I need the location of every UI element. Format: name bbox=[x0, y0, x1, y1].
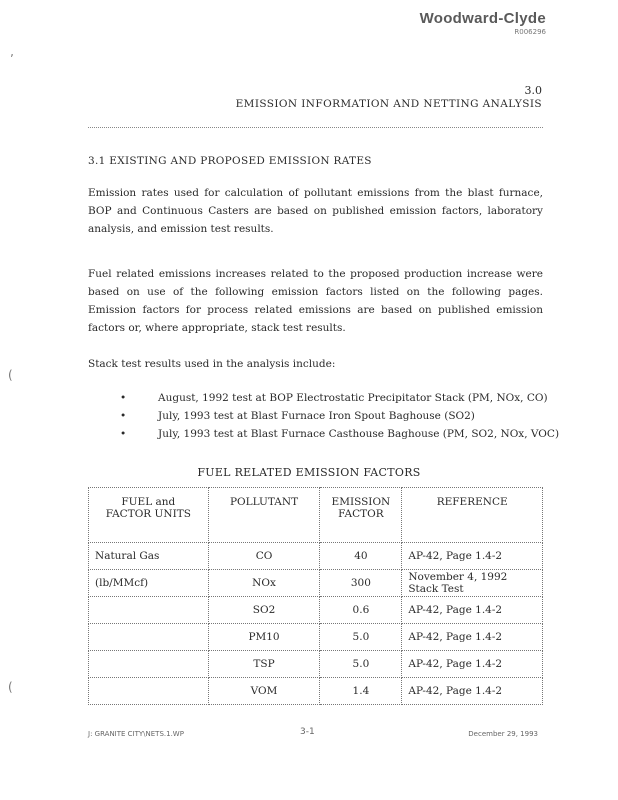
table-row bbox=[89, 624, 543, 651]
bullet-3-text: July, 1993 test at Blast Furnace Casthouse Baghouse (PM, SO2, NOx, VOC) bbox=[158, 428, 560, 440]
cell-fuel: (lb/MMcf) bbox=[89, 570, 209, 597]
table-row bbox=[89, 597, 543, 624]
subsection-heading: 3.1 EXISTING AND PROPOSED EMISSION RATES bbox=[88, 155, 372, 167]
emission-factors-table bbox=[88, 487, 543, 705]
section-number: 3.0 bbox=[524, 84, 542, 97]
company-name: Woodward-Clyde bbox=[419, 10, 546, 27]
cell-factor: 0.6 bbox=[320, 597, 402, 624]
cell-factor: 1.4 bbox=[320, 678, 402, 705]
table-header-row bbox=[89, 488, 543, 543]
cell-factor: 40 bbox=[320, 543, 402, 570]
header-fuel-line2: FACTOR UNITS bbox=[105, 508, 191, 520]
section-divider bbox=[88, 127, 543, 128]
stack-test-list bbox=[120, 389, 559, 443]
document-code: R006296 bbox=[514, 28, 546, 36]
company-header bbox=[420, 10, 546, 36]
cell-reference: AP-42, Page 1.4-2 bbox=[402, 597, 543, 624]
paragraph-emission-rates: Emission rates used for calculation of pollutant emissions from the blast furnace, BOP and Continuous Casters are based on published emission factors, laboratory analysis, and emission test results. bbox=[88, 187, 543, 235]
table-row bbox=[89, 543, 543, 570]
list-item bbox=[120, 389, 559, 407]
footer-file-path: J: GRANITE CITY\NETS.1.WP bbox=[88, 730, 184, 738]
header-fuel-line1: FUEL and bbox=[121, 496, 176, 508]
list-item bbox=[120, 407, 559, 425]
margin-mark-top: ʼ bbox=[10, 52, 14, 66]
cell-reference: AP-42, Page 1.4-2 bbox=[402, 543, 543, 570]
footer-date: December 29, 1993 bbox=[468, 730, 538, 738]
cell-fuel bbox=[89, 678, 209, 705]
cell-pollutant: TSP bbox=[208, 651, 320, 678]
cell-reference: AP-42, Page 1.4-2 bbox=[402, 624, 543, 651]
header-ef-line1: EMISSION bbox=[331, 496, 391, 508]
cell-factor: 5.0 bbox=[320, 624, 402, 651]
header-fuel bbox=[89, 488, 209, 543]
cell-pollutant: CO bbox=[208, 543, 320, 570]
cell-pollutant: PM10 bbox=[208, 624, 320, 651]
bullet-1-text: August, 1992 test at BOP Electrostatic Precipitator Stack (PM, NOx, CO) bbox=[158, 392, 548, 404]
page-number: 3-1 bbox=[300, 727, 315, 737]
cell-fuel bbox=[89, 651, 209, 678]
cell-pollutant: NOx bbox=[208, 570, 320, 597]
paragraph-stack-tests: Stack test results used in the analysis include: bbox=[88, 358, 336, 370]
cell-reference: AP-42, Page 1.4-2 bbox=[402, 678, 543, 705]
cell-fuel: Natural Gas bbox=[89, 543, 209, 570]
cell-fuel bbox=[89, 624, 209, 651]
cell-factor: 300 bbox=[320, 570, 402, 597]
table-row bbox=[89, 651, 543, 678]
header-emission-factor bbox=[320, 488, 402, 543]
cell-reference: November 4, 1992 Stack Test bbox=[402, 570, 543, 597]
paragraph-fuel-related: Fuel related emissions increases related to the proposed production increase were based on use of the following emission factors listed on the following pages. Emission factors for process related emissions are based on published emission factors or, where appropriate, stack test results. bbox=[88, 268, 543, 334]
table-row bbox=[89, 678, 543, 705]
margin-mark-middle: ( bbox=[8, 368, 13, 382]
list-item bbox=[120, 425, 559, 443]
section-title: EMISSION INFORMATION AND NETTING ANALYSIS bbox=[235, 98, 542, 110]
header-pollutant: POLLUTANT bbox=[208, 488, 320, 543]
margin-mark-bottom: ( bbox=[8, 680, 13, 694]
cell-pollutant: VOM bbox=[208, 678, 320, 705]
cell-factor: 5.0 bbox=[320, 651, 402, 678]
table-row bbox=[89, 570, 543, 597]
header-ef-line2: FACTOR bbox=[338, 508, 384, 520]
cell-reference: AP-42, Page 1.4-2 bbox=[402, 651, 543, 678]
cell-pollutant: SO2 bbox=[208, 597, 320, 624]
cell-fuel bbox=[89, 597, 209, 624]
bullet-2-text: July, 1993 test at Blast Furnace Iron Spout Baghouse (SO2) bbox=[158, 410, 475, 422]
table-title: FUEL RELATED EMISSION FACTORS bbox=[197, 466, 421, 479]
header-reference: REFERENCE bbox=[402, 488, 543, 543]
